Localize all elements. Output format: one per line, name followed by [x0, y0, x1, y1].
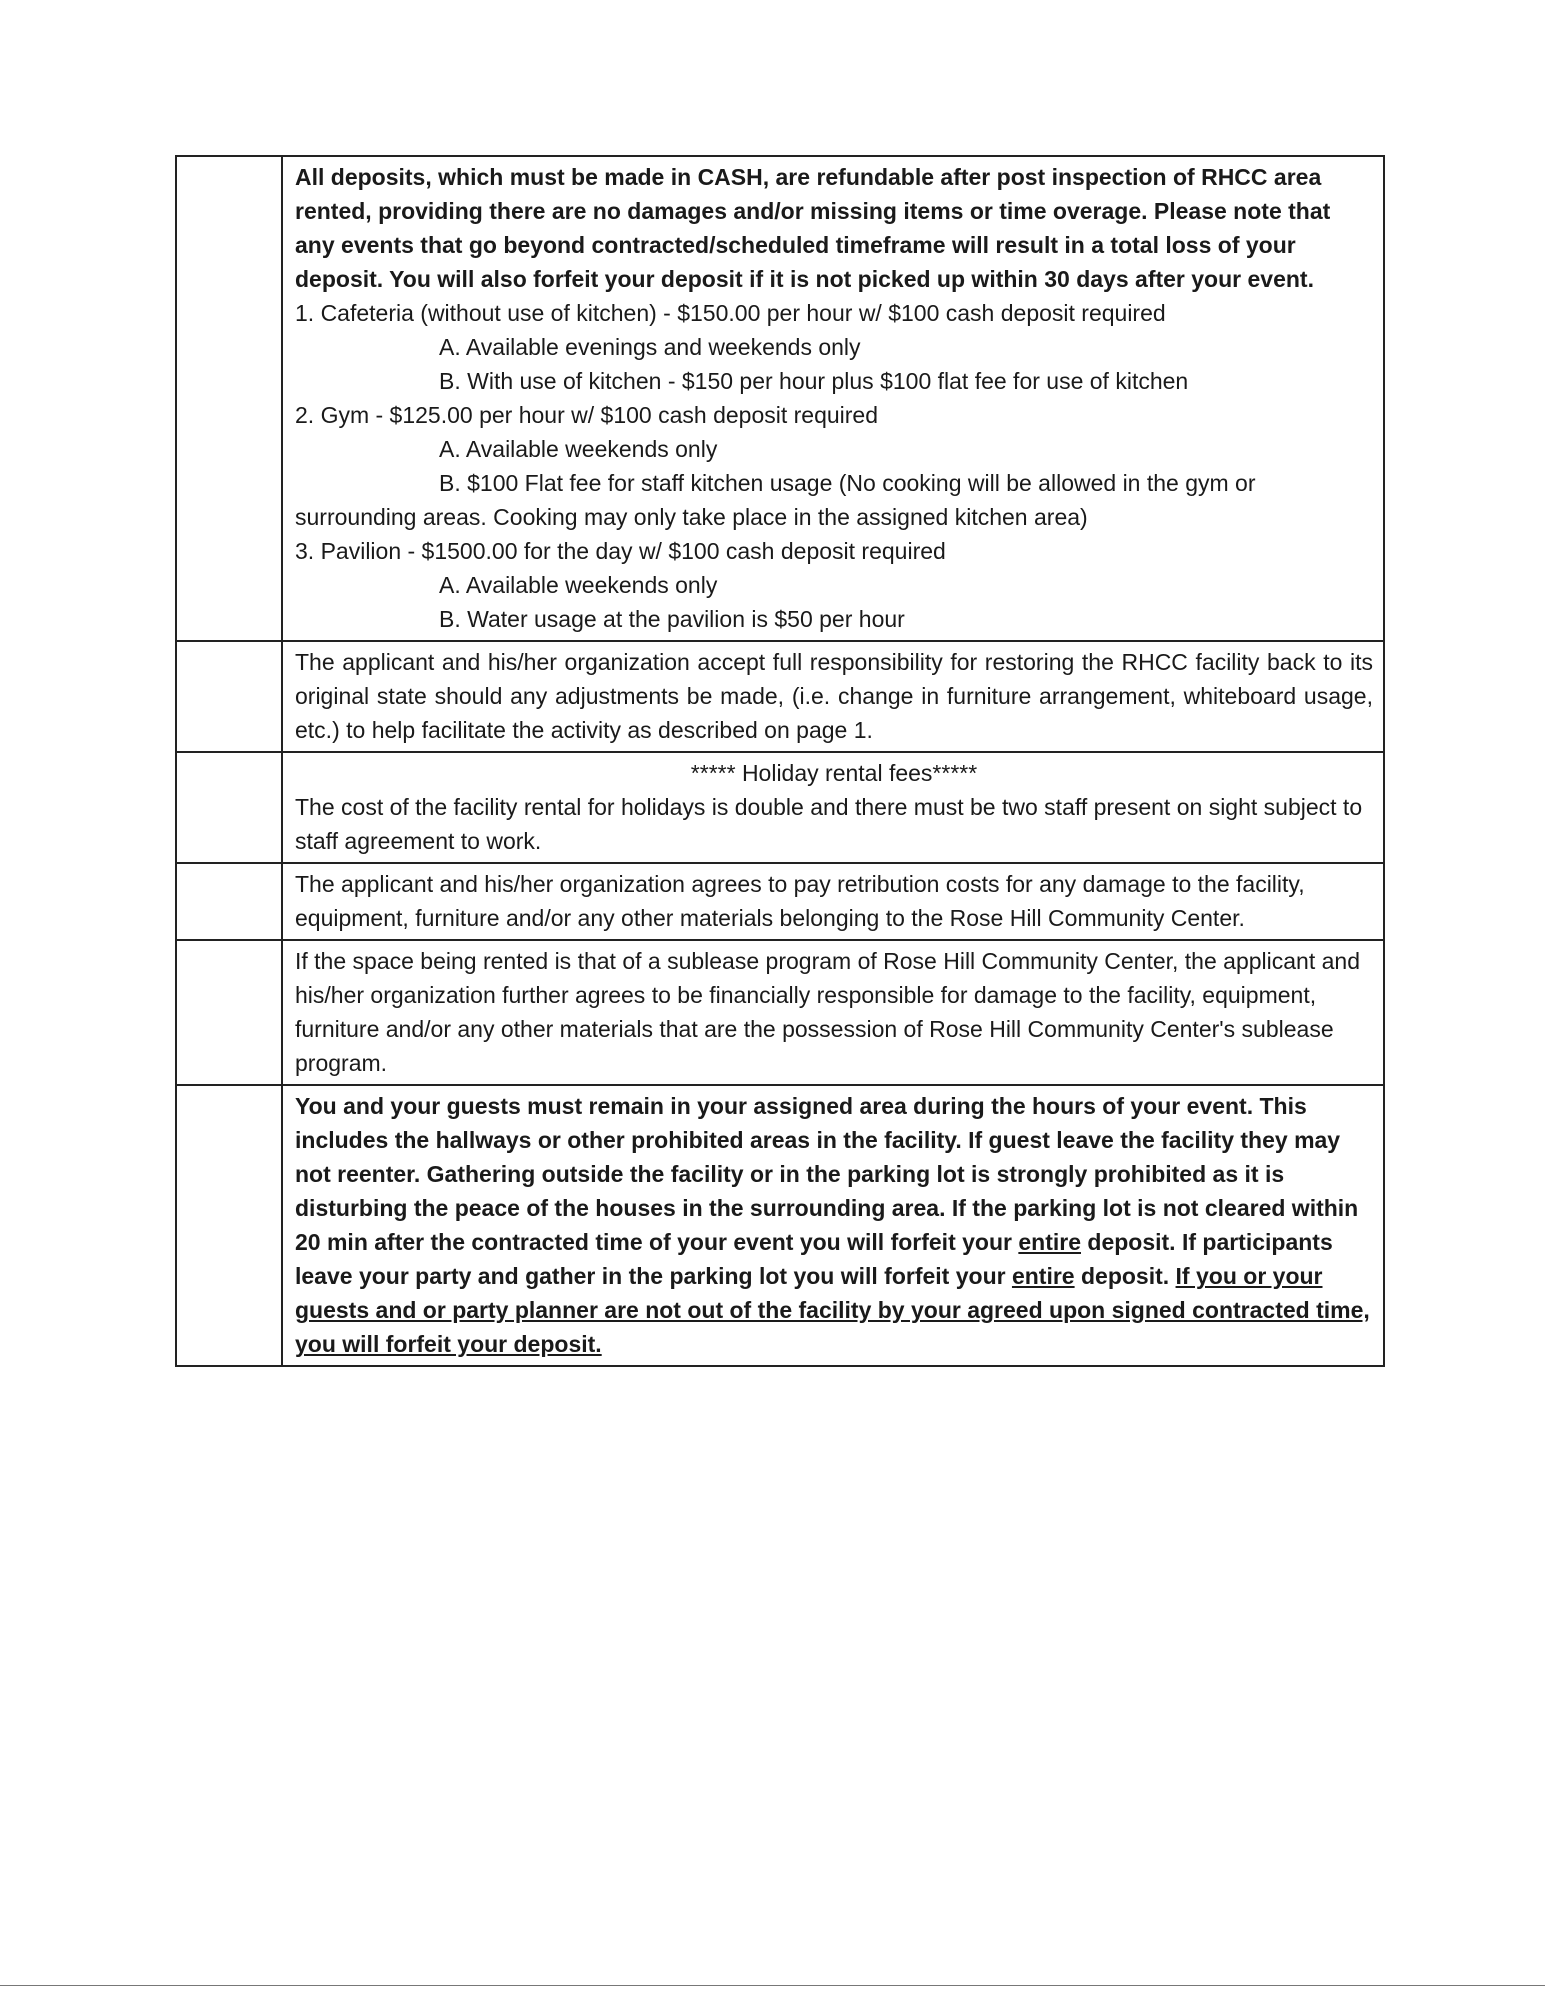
initials-cell [176, 156, 282, 641]
guest-conduct-cell [282, 1085, 1384, 1366]
damage-costs-cell: The applicant and his/her organization agrees to pay retribution costs for any damage to the facility, equipment, furniture and/or any other materials belonging to the Rose Hill Community Center. [282, 863, 1384, 940]
table-row [176, 752, 1384, 863]
initials-cell [176, 752, 282, 863]
page-bottom-rule [0, 1985, 1545, 1986]
initials-cell [176, 940, 282, 1085]
table-row [176, 641, 1384, 752]
conduct-text-part2: deposit. If participants leave your party and gather in the parking lot you will forfeit your [295, 1229, 1333, 1289]
initials-cell [176, 1085, 282, 1366]
pavilion-item: 3. Pavilion - $1500.00 for the day w/ $100 cash deposit required [295, 538, 946, 564]
deposit-terms-cell [282, 156, 1384, 641]
table-row [176, 940, 1384, 1085]
holiday-fees-cell [282, 752, 1384, 863]
table-row [176, 1085, 1384, 1366]
cafeteria-item: 1. Cafeteria (without use of kitchen) - $150.00 per hour w/ $100 cash deposit required [295, 300, 1166, 326]
sublease-terms-cell: If the space being rented is that of a sublease program of Rose Hill Community Center, the applicant and his/her organization further agrees to be financially responsible for damage to the facility, equipment, furniture and/or any other materials that are the possession of Rose Hill Community Center's sublease program. [282, 940, 1384, 1085]
conduct-text-part3: deposit. [1074, 1263, 1176, 1289]
holiday-fees-heading: ***** Holiday rental fees***** [690, 760, 978, 786]
initials-cell [176, 863, 282, 940]
holiday-fees-text: The cost of the facility rental for holidays is double and there must be two staff present on sight subject to staff agreement to work. [295, 794, 1363, 854]
pavilion-sub-a: A. Available weekends only [439, 572, 718, 598]
gym-item: 2. Gym - $125.00 per hour w/ $100 cash deposit required [295, 402, 879, 428]
gym-sub-b-continued: surrounding areas. Cooking may only take place in the assigned kitchen area) [295, 504, 1088, 530]
cafeteria-sub-b: B. With use of kitchen - $150 per hour plus $100 flat fee for use of kitchen [439, 368, 1189, 394]
conduct-text-part1: You and your guests must remain in your assigned area during the hours of your event. This includes the hallways or other prohibited areas in the facility. If guest leave the facility they may not reenter. Gathering outside the facility or in the parking lot is strongly prohibited as it is disturbing the peace of the houses in the surrounding area. If the parking lot is not cleared within 20 min after the contracted time of your event you will forfeit your [295, 1093, 1359, 1255]
restoration-terms-cell: The applicant and his/her organization accept full responsibility for restoring the RHCC facility back to its original state should any adjustments be made, (i.e. change in furniture arrangement, whiteboard usage, etc.) to help facilitate the activity as described on page 1. [282, 641, 1384, 752]
deposit-intro: All deposits, which must be made in CASH, are refundable after post inspection of RHCC area rented, providing there are no damages and/or missing items or time overage. Please note that any events that go beyond contracted/scheduled timeframe will result in a total loss of your deposit. You will also forfeit your deposit if it is not picked up within 30 days after your event. [295, 164, 1331, 292]
pavilion-sub-b: B. Water usage at the pavilion is $50 per hour [439, 606, 905, 632]
conduct-entire-2: entire [1011, 1263, 1075, 1289]
conduct-final-warning: If you or your guests and or party planner are not out of the facility by your agreed upon signed contracted time, you will forfeit your deposit. [295, 1263, 1370, 1357]
gym-sub-b: B. $100 Flat fee for staff kitchen usage (No cooking will be allowed in the gym or [439, 470, 1256, 496]
table-row [176, 863, 1384, 940]
table-row [176, 156, 1384, 641]
rental-terms-table [175, 155, 1385, 1367]
cafeteria-sub-a: A. Available evenings and weekends only [439, 334, 861, 360]
conduct-entire-1: entire [1018, 1229, 1081, 1255]
initials-cell [176, 641, 282, 752]
gym-sub-a: A. Available weekends only [439, 436, 718, 462]
